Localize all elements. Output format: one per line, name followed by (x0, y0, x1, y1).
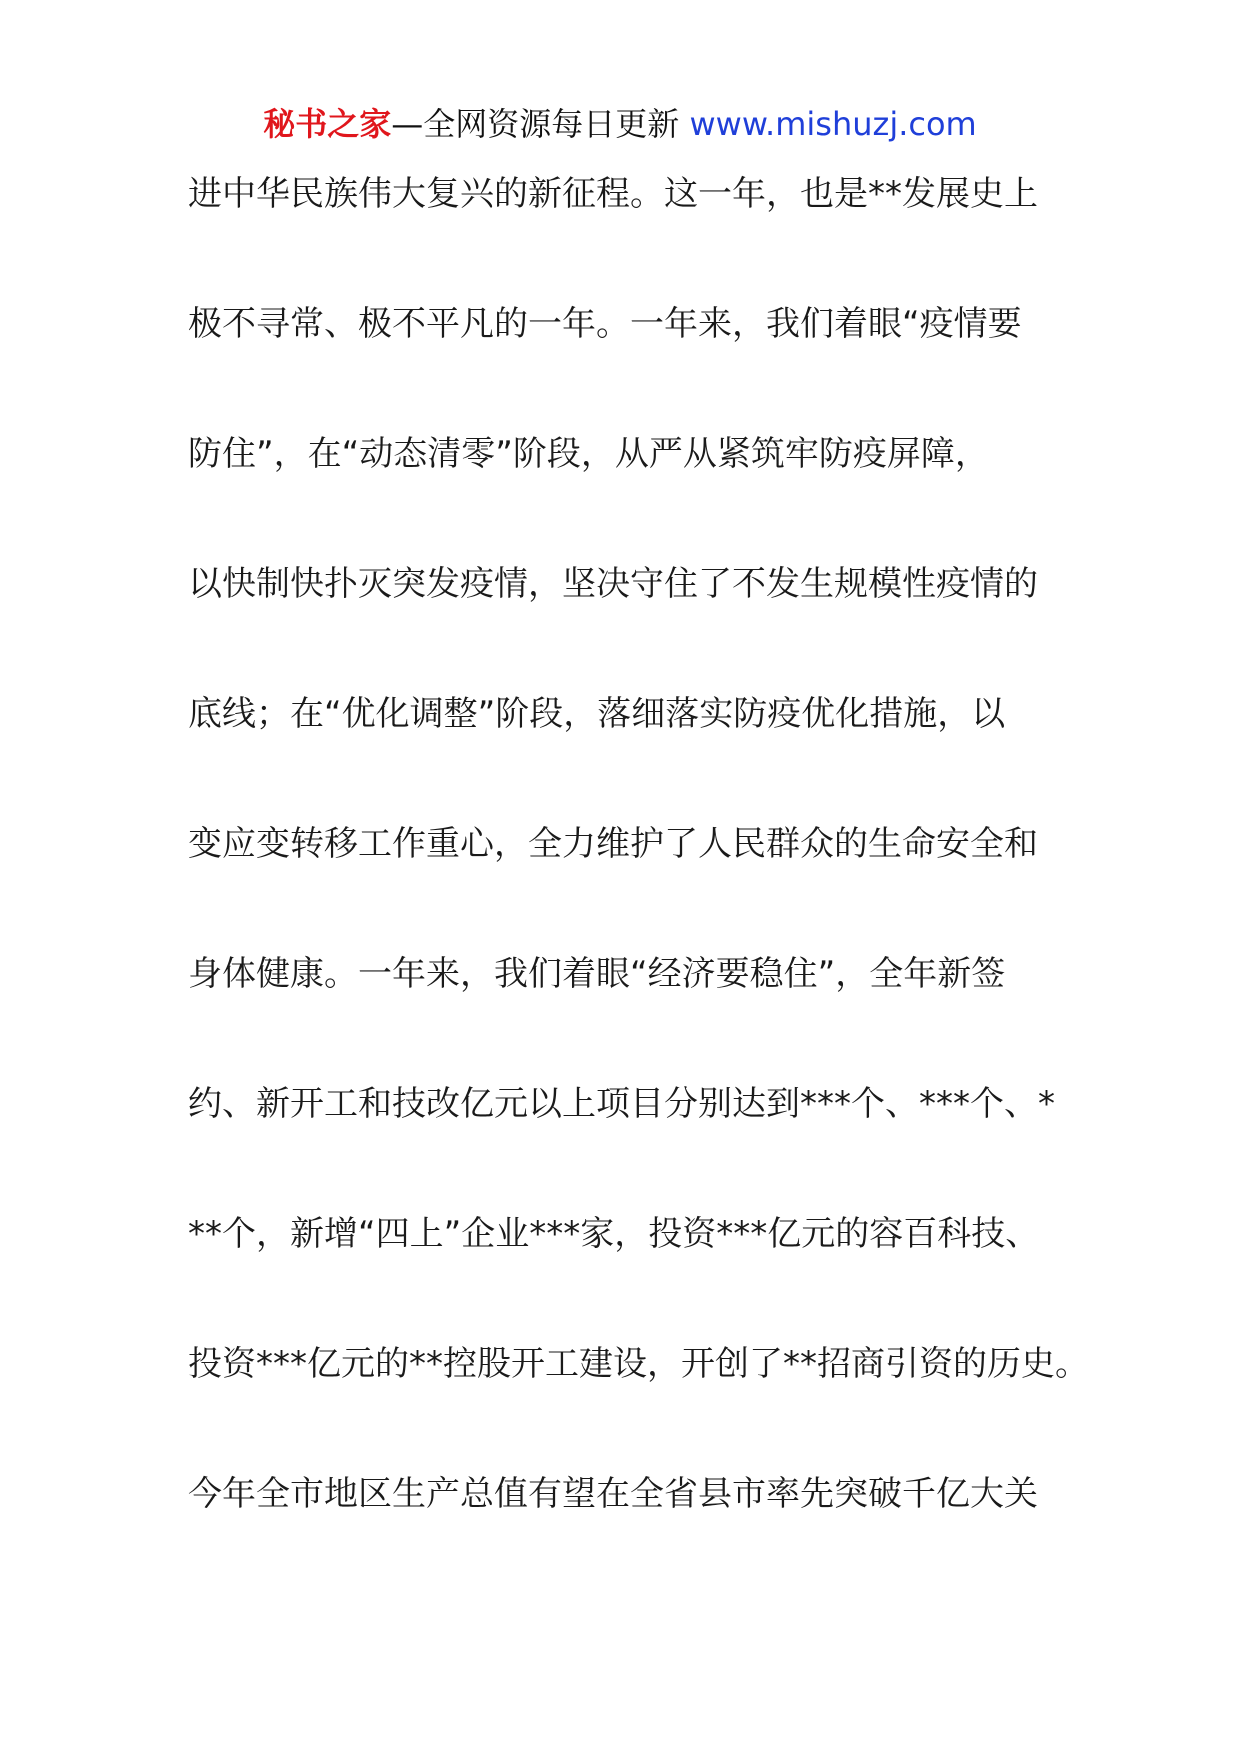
body-text-line: 防住”，在“动态清零”阶段，从严从紧筑牢防疫屏障， (188, 434, 989, 474)
body-text-line: 极不寻常、极不平凡的一年。一年来，我们着眼“疫情要 (188, 304, 1022, 344)
body-text-line: 约、新开工和技改亿元以上项目分别达到***个、***个、* (188, 1084, 1055, 1124)
site-tagline: —全网资源每日更新 (391, 105, 680, 143)
body-text-line: 今年全市地区生产总值有望在全省县市率先突破千亿大关 (188, 1474, 1038, 1514)
body-text-line: 身体健康。一年来，我们着眼“经济要稳住”，全年新签 (188, 954, 1006, 994)
body-text-line: 底线；在“优化调整”阶段，落细落实防疫优化措施，以 (188, 694, 1006, 734)
page-header (0, 100, 1240, 148)
site-name: 秘书之家 (263, 105, 392, 143)
body-text-line: **个，新增“四上”企业***家，投资***亿元的容百科技、 (188, 1214, 1040, 1254)
body-text-line: 以快制快扑灭突发疫情，坚决守住了不发生规模性疫情的 (188, 564, 1038, 604)
body-text-line: 变应变转移工作重心，全力维护了人民群众的生命安全和 (188, 824, 1038, 864)
site-url-link[interactable]: www.mishuzj.com (689, 105, 977, 143)
document-body (188, 164, 1088, 1594)
body-text-line: 进中华民族伟大复兴的新征程。这一年，也是**发展史上 (188, 174, 1038, 214)
body-text-line: 投资***亿元的**控股开工建设，开创了**招商引资的历史。 (188, 1344, 1089, 1384)
